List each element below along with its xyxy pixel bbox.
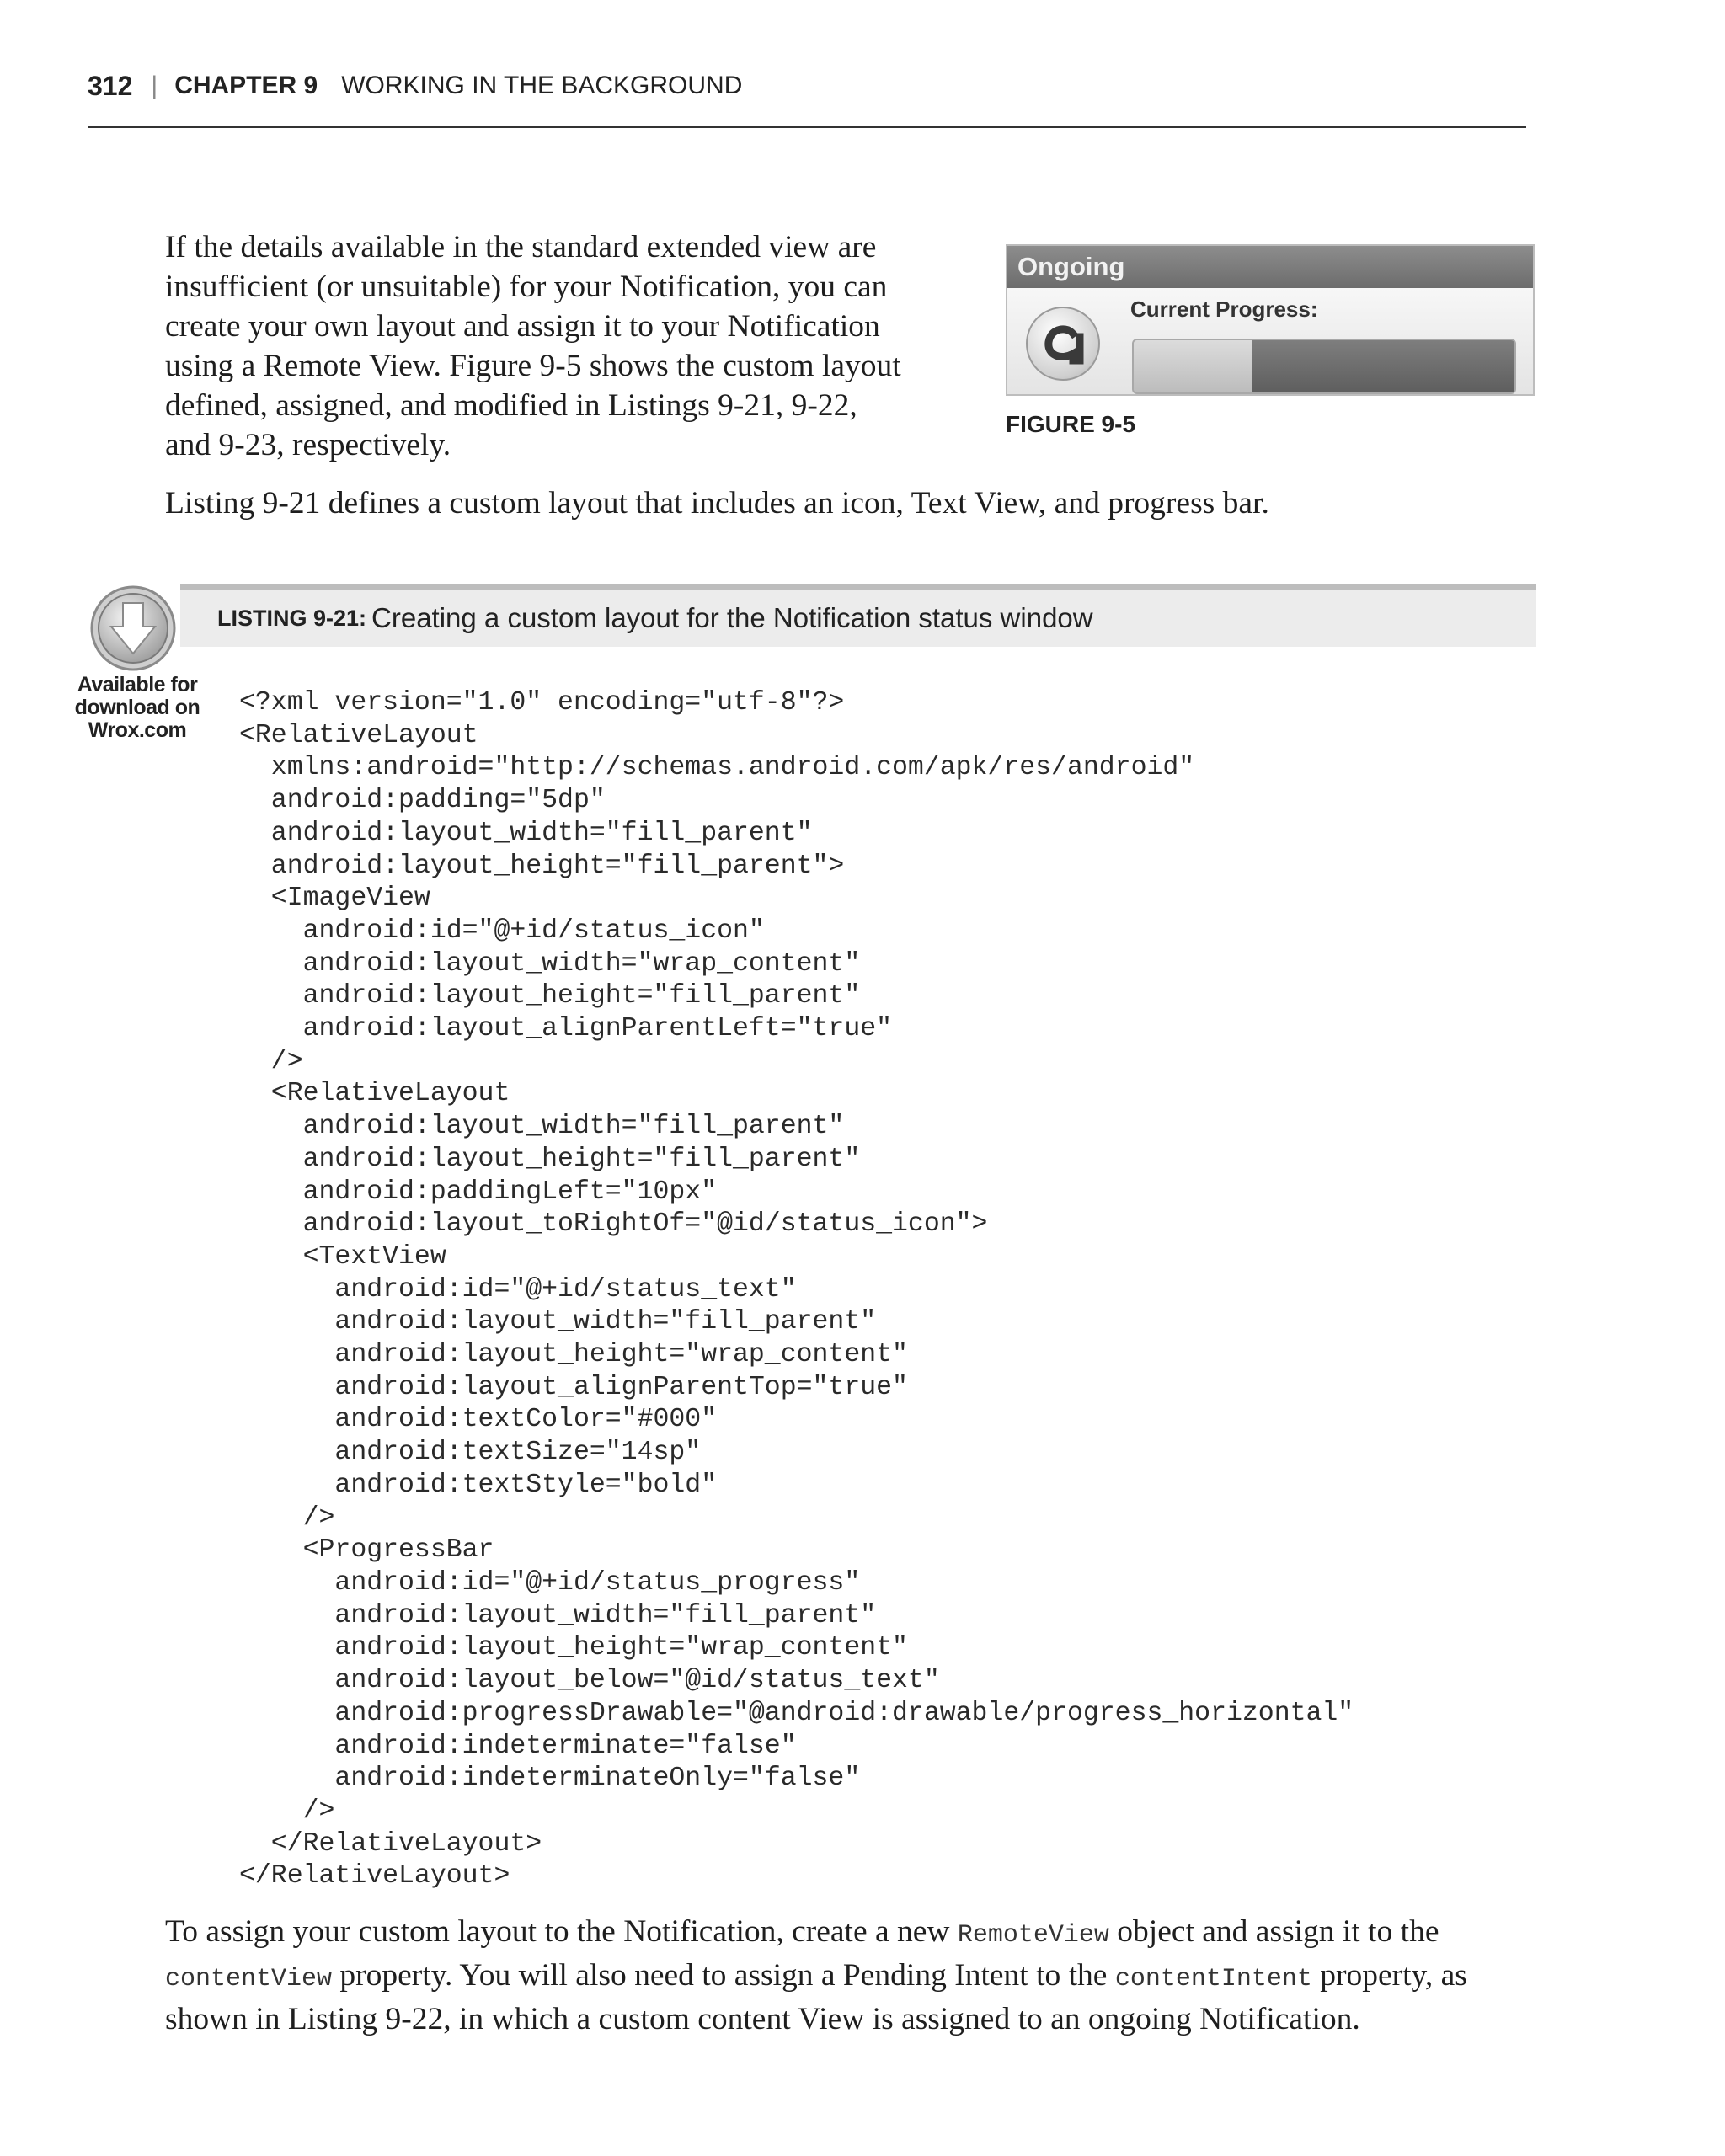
para-line (165, 1956, 1546, 1999)
running-header (88, 69, 1519, 103)
figure-body (1007, 288, 1533, 394)
page-number: 312 (88, 70, 133, 101)
chapter-title: WORKING IN THE BACKGROUND (341, 72, 743, 99)
para-line: shown in Listing 9-22, in which a custom content View is assigned to an ongoing Notification. (165, 2002, 1360, 2036)
progress-remaining (1252, 340, 1514, 392)
inline-code: contentView (165, 1965, 333, 1993)
chapter-label: CHAPTER 9 (174, 72, 318, 99)
inline-code: contentIntent (1114, 1965, 1312, 1993)
figure-caption: FIGURE 9-5 (1006, 411, 1136, 437)
intro-line: If the details available in the standard extended view are (165, 230, 877, 264)
intro-line: using a Remote View. Figure 9-5 shows the custom layout (165, 349, 901, 383)
download-label-line: Wrox.com (88, 718, 187, 742)
para-text: property. You will also need to assign a Pending Intent to the (332, 1958, 1115, 1993)
download-label-line: Available for (77, 673, 198, 696)
body-paragraph: Listing 9-21 defines a custom layout that includes an icon, Text View, and progress bar. (165, 486, 1269, 520)
figure-notification (1006, 244, 1535, 396)
listing-title: Creating a custom layout for the Notification status window (371, 602, 1093, 633)
figure-title-bar: Ongoing (1007, 246, 1533, 288)
listing-header (180, 584, 1536, 647)
header-rule (88, 126, 1526, 128)
inline-code: RemoteView (957, 1921, 1109, 1950)
download-label (74, 674, 200, 742)
progress-fill (1134, 340, 1252, 392)
android-a-icon (1026, 307, 1100, 381)
listing-label: LISTING 9-21: (217, 605, 367, 631)
para-text: object and assign it to the (1108, 1914, 1439, 1949)
intro-line: create your own layout and assign it to your Notification (165, 309, 880, 344)
download-label-line: download on (74, 696, 200, 719)
intro-line: and 9-23, respectively. (165, 428, 451, 462)
header-separator: | (151, 72, 158, 99)
intro-line: defined, assigned, and modified in Listings 9-21, 9-22, (165, 388, 857, 423)
para-line (165, 1912, 1546, 1956)
body-paragraph-assign (165, 1912, 1546, 2039)
intro-paragraph (165, 227, 948, 465)
download-arrow-icon[interactable] (89, 584, 177, 672)
figure-progress-label: Current Progress: (1130, 296, 1318, 322)
code-listing: <?xml version="1.0" encoding="utf-8"?> <RelativeLayout xmlns:android="http://schemas.android.com/apk/res/android" android:padding="5dp" android:layout_width="fill_parent" android:layout_height="fill_parent"> <ImageView android:id="@+id/status_icon" android:layout_width="wrap_content" android:layout_height="fill_parent" android:layout_alignParentLeft="true" /> <RelativeLayout android:layout_width="fill_parent" android:layout_height="fill_parent" android:paddingLeft="10px" android:layout_toRightOf="@id/status_icon"> <TextView android:id="@+id/status_text" android:layout_width="fill_parent" android:layout_height="wrap_content" android:layout_alignParentTop="true" android:textColor="#000" android:textSize="14sp" android:textStyle="bold" /> <ProgressBar android:id="@+id/status_progress" android:layout_width="fill_parent" android:layout_height="wrap_content" android:layout_below="@id/status_text" android:progressDrawable="@android:drawable/progress_horizontal" android:indeterminate="false" android:indeterminateOnly="false" /> </RelativeLayout> </RelativeLayout> (239, 688, 1354, 1892)
para-text: property, as (1311, 1958, 1467, 1993)
figure-progress-bar (1132, 339, 1516, 394)
para-text: To assign your custom layout to the Notification, create a new (165, 1914, 958, 1949)
intro-line: insufficient (or unsuitable) for your Notification, you can (165, 270, 888, 304)
